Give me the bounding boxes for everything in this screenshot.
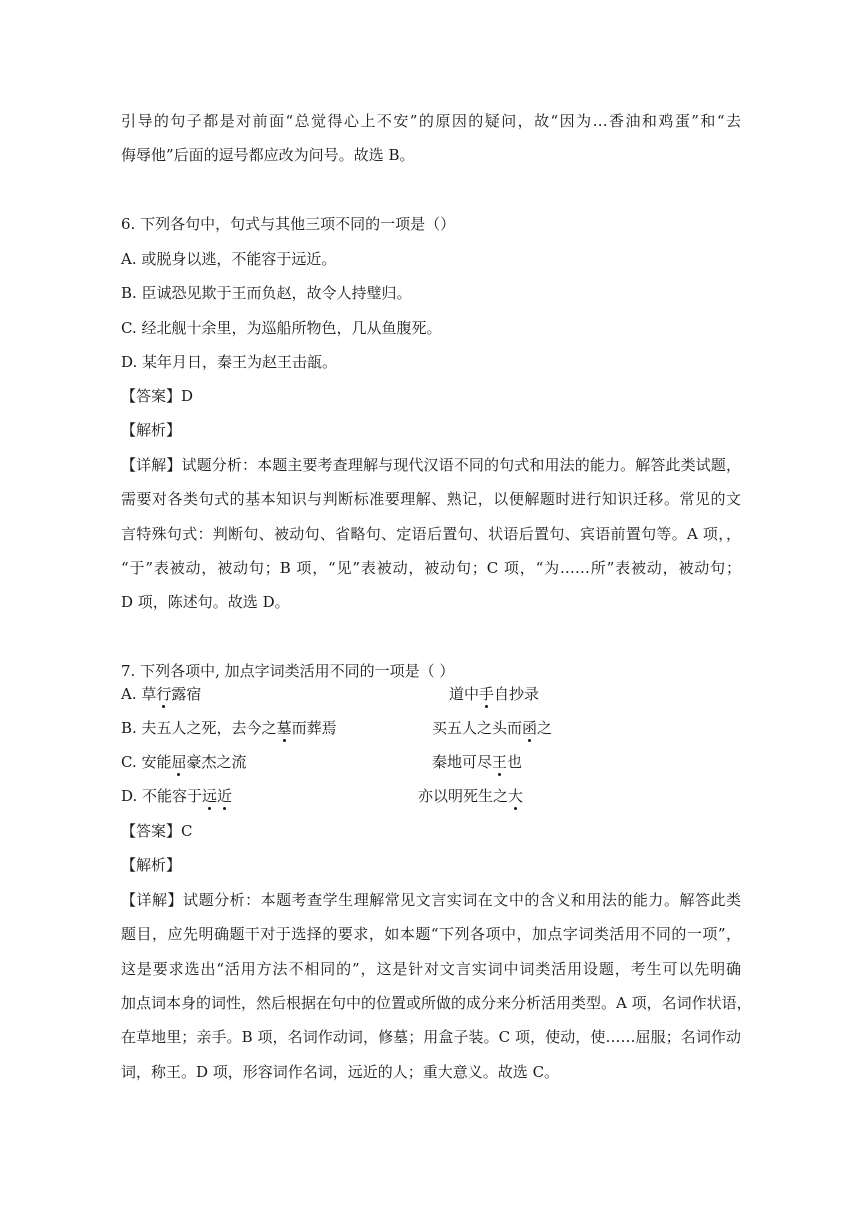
q6-detail-line-5: D 项，陈述句。故选 D。	[121, 593, 290, 611]
option-text-segment: 自抄录	[494, 685, 540, 703]
q7-option-b-left	[121, 718, 337, 738]
option-text-segment: D. 不能容于	[121, 787, 203, 805]
emphasized-character: 墓	[276, 719, 292, 737]
option-text-segment: A.	[121, 685, 142, 703]
option-text-segment: 而葬焉	[291, 719, 337, 737]
intro-line-2: 侮辱他”后面的逗号都应改为问号。故选 B。	[121, 146, 415, 164]
q7-option-a-left	[121, 684, 201, 704]
option-text-segment: 秦地可尽	[432, 753, 493, 771]
emphasized-character: 屈	[171, 753, 187, 771]
option-text-segment: 草	[141, 685, 157, 703]
q7-option-a-right	[449, 684, 539, 704]
emphasized-character: 函	[522, 719, 538, 737]
q6-option-a: A. 或脱身以逃，不能容于远近。	[121, 250, 337, 268]
emphasized-character: 大	[508, 787, 524, 805]
q7-detail-line-3: 这是要求选出“活用方法不相同的”，这是针对文言实词中词类活用设题，考生可以先明确	[121, 960, 741, 978]
q6-detail-line-2: 需要对各类句式的基本知识与判断标准要理解、熟记，以便解题时进行知识迁移。常见的文	[121, 490, 741, 508]
q7-option-b-right	[432, 718, 552, 738]
q6-option-c: C. 经北舰十余里，为巡船所物色，几从鱼腹死。	[121, 319, 442, 337]
q7-option-c-left	[121, 752, 247, 772]
q6-answer: 【答案】D	[121, 387, 194, 405]
emphasized-character: 手	[479, 685, 495, 703]
q7-answer: 【答案】C	[121, 822, 193, 840]
option-text-segment: C. 安能	[121, 753, 172, 771]
option-text-segment: B. 夫五人之死，去今之	[121, 719, 277, 737]
emphasized-character: 行	[156, 685, 172, 703]
q6-detail-line-4: “于”表被动，被动句；B 项，“见”表被动，被动句；C 项，“为……所”表被动，被动句；	[121, 559, 741, 577]
q6-detail-line-1: 【详解】试题分析：本题主要考查理解与现代汉语不同的句式和用法的能力。解答此类试题，	[121, 456, 741, 474]
intro-line-1: 引导的句子都是对前面“总觉得心上不安”的原因的疑问，故“因为…香油和鸡蛋”和“去	[121, 112, 741, 130]
q6-detail-line-3: 言特殊句式：判断句、被动句、省略句、定语后置句、状语后置句、宾语前置句等。A 项，，	[121, 525, 741, 543]
option-text-segment: 买五人之头而	[432, 719, 523, 737]
emphasized-character: 王	[492, 753, 508, 771]
q6-option-b: B. 臣诚恐见欺于王而负赵，故令人持璧归。	[121, 284, 412, 302]
q7-detail-line-1: 【详解】试题分析：本题考查学生理解常见文言实词在文中的含义和用法的能力。解答此类	[121, 891, 741, 909]
option-text-segment: 道中	[449, 685, 480, 703]
option-text-segment: 之	[537, 719, 553, 737]
q7-detail-line-5: 在草地里；亲手。B 项，名词作动词，修墓；用盒子装。C 项，使动，使……屈服；名词作动	[121, 1028, 741, 1046]
q7-stem: 7. 下列各项中, 加点字词类活用不同的一项是（ ）	[121, 662, 455, 680]
emphasized-character: 近	[217, 787, 233, 805]
emphasized-character: 远	[202, 787, 218, 805]
q7-detail-line-2: 题目，应先明确题干对于选择的要求，如本题“下列各项中，加点字词类活用不同的一项”，	[121, 925, 741, 943]
q6-analysis-label: 【解析】	[121, 421, 182, 439]
q6-stem: 6. 下列各句中，句式与其他三项不同的一项是（）	[121, 215, 456, 233]
q7-detail-line-6: 词，称王。D 项，形容词作名词，远近的人；重大意义。故选 C。	[121, 1063, 560, 1081]
option-text-segment: 豪杰之流	[186, 753, 247, 771]
q7-option-c-right	[432, 752, 522, 772]
option-text-segment: 也	[507, 753, 523, 771]
q7-option-d-left	[121, 786, 232, 806]
q7-analysis-label: 【解析】	[121, 856, 182, 874]
q6-option-d: D. 某年月日，秦王为赵王击瓿。	[121, 353, 338, 371]
option-text-segment: 露宿	[171, 685, 202, 703]
q7-option-d-right	[418, 786, 523, 806]
option-text-segment: 亦以明死生之	[418, 787, 509, 805]
q7-detail-line-4: 加点词本身的词性，然后根据在句中的位置或所做的成分来分析活用类型。A 项，名词作状语，	[121, 994, 752, 1012]
